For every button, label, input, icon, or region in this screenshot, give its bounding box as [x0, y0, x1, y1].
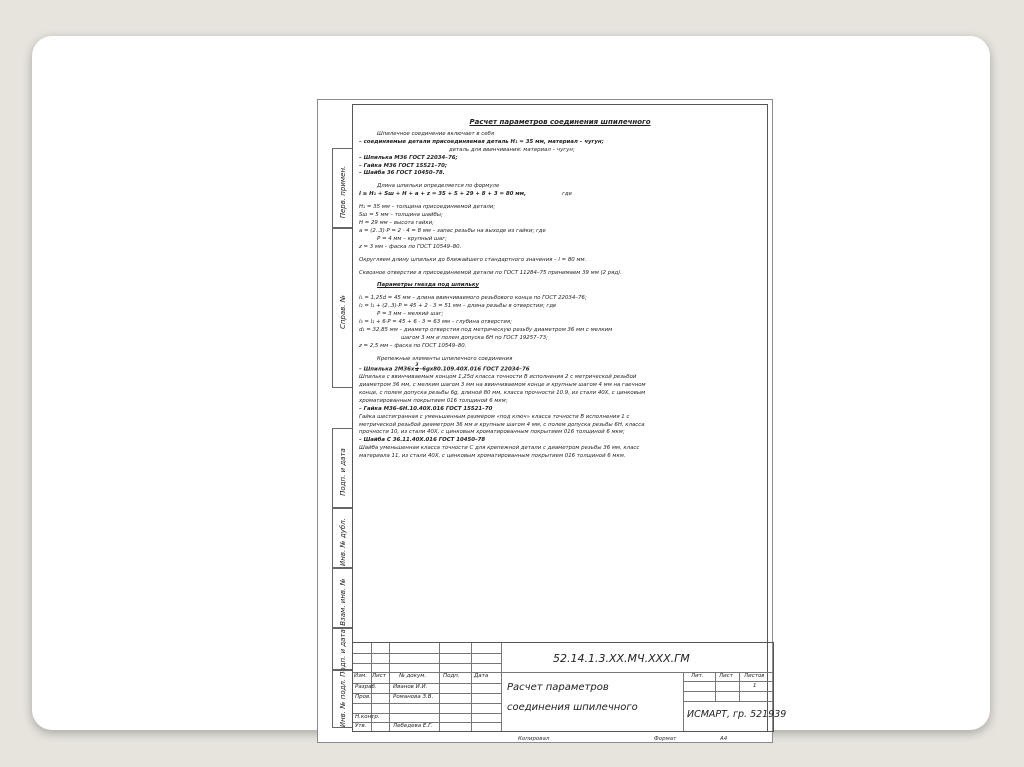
text-line: Округляем длину шпильки до ближайшего стандартного значения – l = 80 мм. — [359, 256, 587, 263]
text-line: диаметром 36 мм, с мелким шагом 3 мм на ввинчиваемом конце и крупным шагом 4 мм на гаечном — [359, 381, 646, 388]
text-line: Крепежные элементы шпилечного соединения — [377, 355, 513, 362]
text-line: хроматированным покрытием 016 толщиной 6 мкм; — [359, 397, 508, 404]
stud-fraction-den: 4 — [415, 368, 419, 374]
stamp-sheets-value: 1 — [753, 683, 757, 689]
section-heading: Параметры гнезда под шпильку — [377, 282, 480, 289]
document-title: Расчет параметров соединения шпилечного — [469, 118, 651, 126]
stamp-name: Романова З.В. — [393, 694, 434, 700]
text-line: a = (2..3)·P = 2 · 4 = 8 мм – запас резьбы на выходе из гайки; где — [359, 227, 546, 234]
nut-designation: – Гайка М36–6Н.10.40Х.016 ГОСТ 15521–70 — [359, 405, 493, 412]
side-field-first-use — [332, 148, 352, 228]
text-line: конце, с полем допуска резьбы 6g, длиной 80 мм, класса прочности 10.9, из стали 40Х, с цинковым — [359, 389, 646, 396]
side-label: Перв. примен. — [339, 165, 347, 219]
text-line: – Шайба 36 ГОСТ 10450–78. — [359, 170, 445, 177]
text-line: деталь для ввинчивания: материал – чугун; — [449, 146, 575, 153]
stamp-sheets-label: Листов — [744, 673, 765, 679]
text-line: Шпилька с ввинчиваемым концом 1,25d класса точности В исполнения 2 с метрической резьбой — [359, 374, 637, 381]
text-line: метрической резьбой диаметром 36 мм и крупным шагом 4 мм, с полем допуска резьбы 6Н, класса — [359, 421, 645, 428]
stamp-col-sign: Подп. — [443, 673, 460, 679]
stamp-title-line2: соединения шпилечного — [507, 702, 638, 713]
text-line: H = 29 мм – высота гайки; — [359, 219, 434, 226]
stamp-sheet-label: Лист — [719, 673, 733, 679]
side-label: Взам. инв. № — [339, 578, 347, 626]
text-line: Длина шпильки определяется по формуле — [377, 183, 500, 190]
stamp-name: Лебедева Е.Г. — [393, 723, 433, 729]
side-label: Справ. № — [339, 294, 347, 330]
side-label: Инв. № дубл. — [339, 518, 347, 566]
text-line: Sш = 5 мм – толщина шайбы; — [359, 212, 443, 219]
text-line: Гайка шестигранная с уменьшенным размером «под ключ» класса точности В исполнения 1 с — [359, 413, 630, 420]
text-line: – соединяемые детали присоединяемая деталь H₁ = 35 мм, материал – чугун; — [359, 138, 604, 145]
stamp-title-line1: Расчет параметров — [507, 682, 609, 693]
drawing-frame — [352, 104, 787, 732]
title-block — [352, 642, 787, 732]
stamp-role: Пров. — [355, 694, 371, 700]
stamp-lit-label: Лит. — [691, 673, 704, 679]
stud-rest: –6gх80.109.40Х.016 ГОСТ 22034–76 — [419, 366, 530, 373]
text-line: Сквозное отверстие в присоединяемой детали по ГОСТ 11284–75 принимаем 39 мм (2 ряд). — [359, 269, 622, 276]
stamp-col-change: Изм. — [354, 673, 367, 679]
stamp-col-date: Дата — [474, 673, 489, 679]
washer-designation: – Шайба С 36.11.40Х.016 ГОСТ 10450–78 — [359, 437, 486, 444]
stud-fraction — [415, 364, 418, 374]
formula-line — [359, 191, 761, 199]
text-line: – Шпилька М36 ГОСТ 22034–76; — [359, 154, 458, 161]
stud-label: – Шпилька 2М36х — [359, 366, 415, 373]
text-line: – Гайка М36 ГОСТ 15521–70; — [359, 162, 447, 169]
formula-where: где — [562, 191, 572, 198]
stud-fraction-num: 3 — [415, 362, 419, 368]
text-line: шагом 3 мм и полем допуска 6Н по ГОСТ 19257–73; — [401, 334, 548, 341]
text-line: P = 4 мм – крупный шаг; — [377, 235, 447, 242]
text-line: l₁ = 1,25d = 45 мм – длина ввинчиваемого резьбового конца по ГОСТ 22034–76; — [359, 295, 587, 302]
text-line: P = 3 мм – мелкий шаг; — [377, 311, 444, 318]
side-field-reference — [332, 228, 352, 388]
formula: l ≥ H₁ + Sш + H + a + z = 35 + 5 + 29 + 8 + 3 = 80 мм, — [359, 191, 527, 198]
drawing-sheet — [317, 99, 787, 743]
text-line: z = 2,5 мм – фаска по ГОСТ 10549–80. — [359, 342, 467, 349]
document-code: 52.14.1.3.ХХ.МЧ.ХХХ.ГМ — [553, 652, 690, 665]
stamp-col-sheet: Лист — [372, 673, 386, 679]
side-label: Инв. № подл. — [339, 678, 347, 728]
text-line: Шайба уменьшенная класса точности С для крепежной детали с диаметром резьбы 36 мм, класс — [359, 445, 640, 452]
text-line: H₁ = 35 мм – толщина присоединяемой детали; — [359, 204, 496, 211]
stamp-name: Иванов И.И. — [393, 684, 428, 690]
slide-card — [32, 36, 990, 742]
text-line: l₂ = l₁ + (2..3)·P = 45 + 2 · 3 = 51 мм – длина резьбы в отверстии; где — [359, 303, 557, 310]
text-line: l₃ = l₁ + 6·P = 45 + 6 · 3 = 63 мм – глубина отверстия; — [359, 319, 512, 326]
stamp-role: Утв. — [355, 723, 367, 729]
stamp-col-doc: № докум. — [399, 673, 427, 679]
footer-format-label: Формат — [654, 736, 677, 742]
text-line — [359, 139, 761, 147]
text-line: d₁ = 32,85 мм – диаметр отверстия под метрическую резьбу диаметром 36 мм с мелким — [359, 326, 613, 333]
side-label: Подп. и дата — [339, 629, 347, 677]
text-line: прочности 10, из стали 40Х, с цинковым хроматированным покрытием 016 толщиной 6 мкм; — [359, 429, 625, 436]
stamp-role: Разраб. — [355, 684, 377, 690]
document-body — [359, 119, 761, 461]
text-line: z = 3 мм – фаска по ГОСТ 10549–80. — [359, 243, 462, 250]
side-label: Подп. и дата — [339, 448, 347, 496]
stamp-role: Н.контр. — [355, 714, 380, 720]
text-line: Шпилечное соединение включает в себя — [377, 130, 495, 137]
side-field-orig-inv — [332, 670, 352, 728]
footer-copied: Копировал — [518, 736, 550, 742]
footer-format-value: А4 — [720, 736, 728, 742]
stud-designation — [359, 364, 761, 375]
text-line: материала 11, из стали 40Х, с цинковым хроматированным покрытием 016 толщиной 6 мкм. — [359, 453, 626, 460]
stamp-organization: ИСМАРТ, гр. 521939 — [687, 709, 787, 720]
